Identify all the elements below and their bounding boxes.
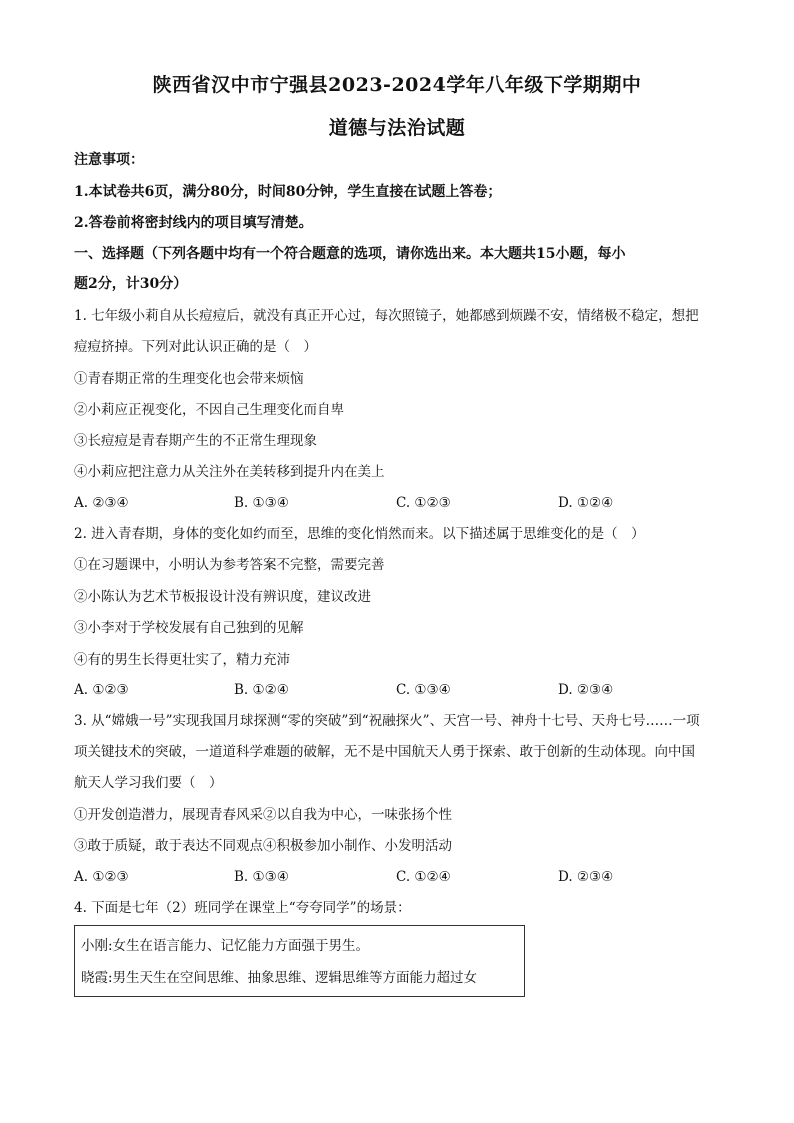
q3-item: ①开发创造潜力，展现青春风采②以自我为中心，一味张扬个性 bbox=[74, 807, 452, 823]
q1-stem-line-1: 1. 七年级小莉自从长痘痘后，就没有真正开心过，每次照镜子，她都感到烦躁不安，情绪极不稳定，想把 bbox=[74, 308, 699, 324]
q1-stem-line-2: 痘痘挤掉。下列对此认识正确的是（ ） bbox=[74, 339, 317, 355]
q2-option-b: B. ①②④ bbox=[234, 682, 289, 698]
q4-stem-line-1: 4. 下面是七年（2）班同学在课堂上“夸夸同学”的场景： bbox=[74, 900, 411, 916]
q1-item: ①青春期正常的生理变化也会带来烦恼 bbox=[74, 371, 304, 387]
q3-item: ③敢于质疑，敢于表达不同观点④积极参加小制作、小发明活动 bbox=[74, 838, 452, 854]
q3-option-b: B. ①③④ bbox=[234, 869, 289, 885]
q3-stem-line-3: 航天人学习我们要（ ） bbox=[74, 775, 223, 791]
q3-option-c: C. ①②④ bbox=[396, 869, 451, 885]
notice-heading: 注意事项： bbox=[74, 152, 144, 168]
notice-item-1: 1.本试卷共6页，满分80分，时间80分钟，学生直接在试题上答卷； bbox=[74, 184, 502, 200]
section-heading-line-1: 一、选择题（下列各题中均有一个符合题意的选项，请你选出来。本大题共15小题，每小 bbox=[74, 246, 626, 262]
q3-option-a: A. ①②③ bbox=[74, 869, 129, 885]
q2-option-a: A. ①②③ bbox=[74, 682, 129, 698]
section-heading-line-2: 题2分，计30分） bbox=[74, 276, 188, 292]
q2-item: ③小李对于学校发展有自己独到的见解 bbox=[74, 620, 304, 636]
exam-title: 陕西省汉中市宁强县2023-2024学年八年级下学期期中 bbox=[152, 74, 642, 96]
q4-quote-line: 小刚:女生在语言能力、记忆能力方面强于男生。 bbox=[81, 938, 370, 954]
q2-item: ②小陈认为艺术节板报设计没有辨识度，建议改进 bbox=[74, 589, 371, 605]
q1-item: ④小莉应把注意力从关注外在美转移到提升内在美上 bbox=[74, 464, 385, 480]
q4-quote-line: 晓霞:男生天生在空间思维、抽象思维、逻辑思维等方面能力超过女 bbox=[81, 970, 478, 986]
q3-option-d: D. ②③④ bbox=[558, 869, 614, 885]
q3-stem-line-2: 项关键技术的突破，一道道科学难题的破解，无不是中国航天人勇于探索、敢于创新的生动体现。向中国 bbox=[74, 744, 695, 760]
q4-quote-box bbox=[74, 925, 525, 997]
q1-option-b: B. ①③④ bbox=[234, 495, 289, 511]
exam-subtitle: 道德与法治试题 bbox=[328, 117, 466, 139]
q2-stem-line-1: 2. 进入青春期，身体的变化如约而至，思维的变化悄然而来。以下描述属于思维变化的是（ ） bbox=[74, 526, 645, 542]
notice-item-2: 2.答卷前将密封线内的项目填写清楚。 bbox=[74, 215, 313, 231]
q1-option-c: C. ①②③ bbox=[396, 495, 451, 511]
q3-stem-line-1: 3. 从“嫦娥一号”实现我国月球探测“零的突破”到“祝融探火”、天宫一号、神舟十七号、天舟七号……一项 bbox=[74, 713, 700, 729]
q1-option-d: D. ①②④ bbox=[558, 495, 614, 511]
q1-item: ③长痘痘是青春期产生的不正常生理现象 bbox=[74, 433, 317, 449]
q2-option-c: C. ①③④ bbox=[396, 682, 451, 698]
q2-option-d: D. ②③④ bbox=[558, 682, 614, 698]
q2-item: ①在习题课中，小明认为参考答案不完整，需要完善 bbox=[74, 557, 385, 573]
q1-option-a: A. ②③④ bbox=[74, 495, 129, 511]
q1-item: ②小莉应正视变化，不因自己生理变化而自卑 bbox=[74, 402, 344, 418]
q2-item: ④有的男生长得更壮实了，精力充沛 bbox=[74, 652, 290, 668]
